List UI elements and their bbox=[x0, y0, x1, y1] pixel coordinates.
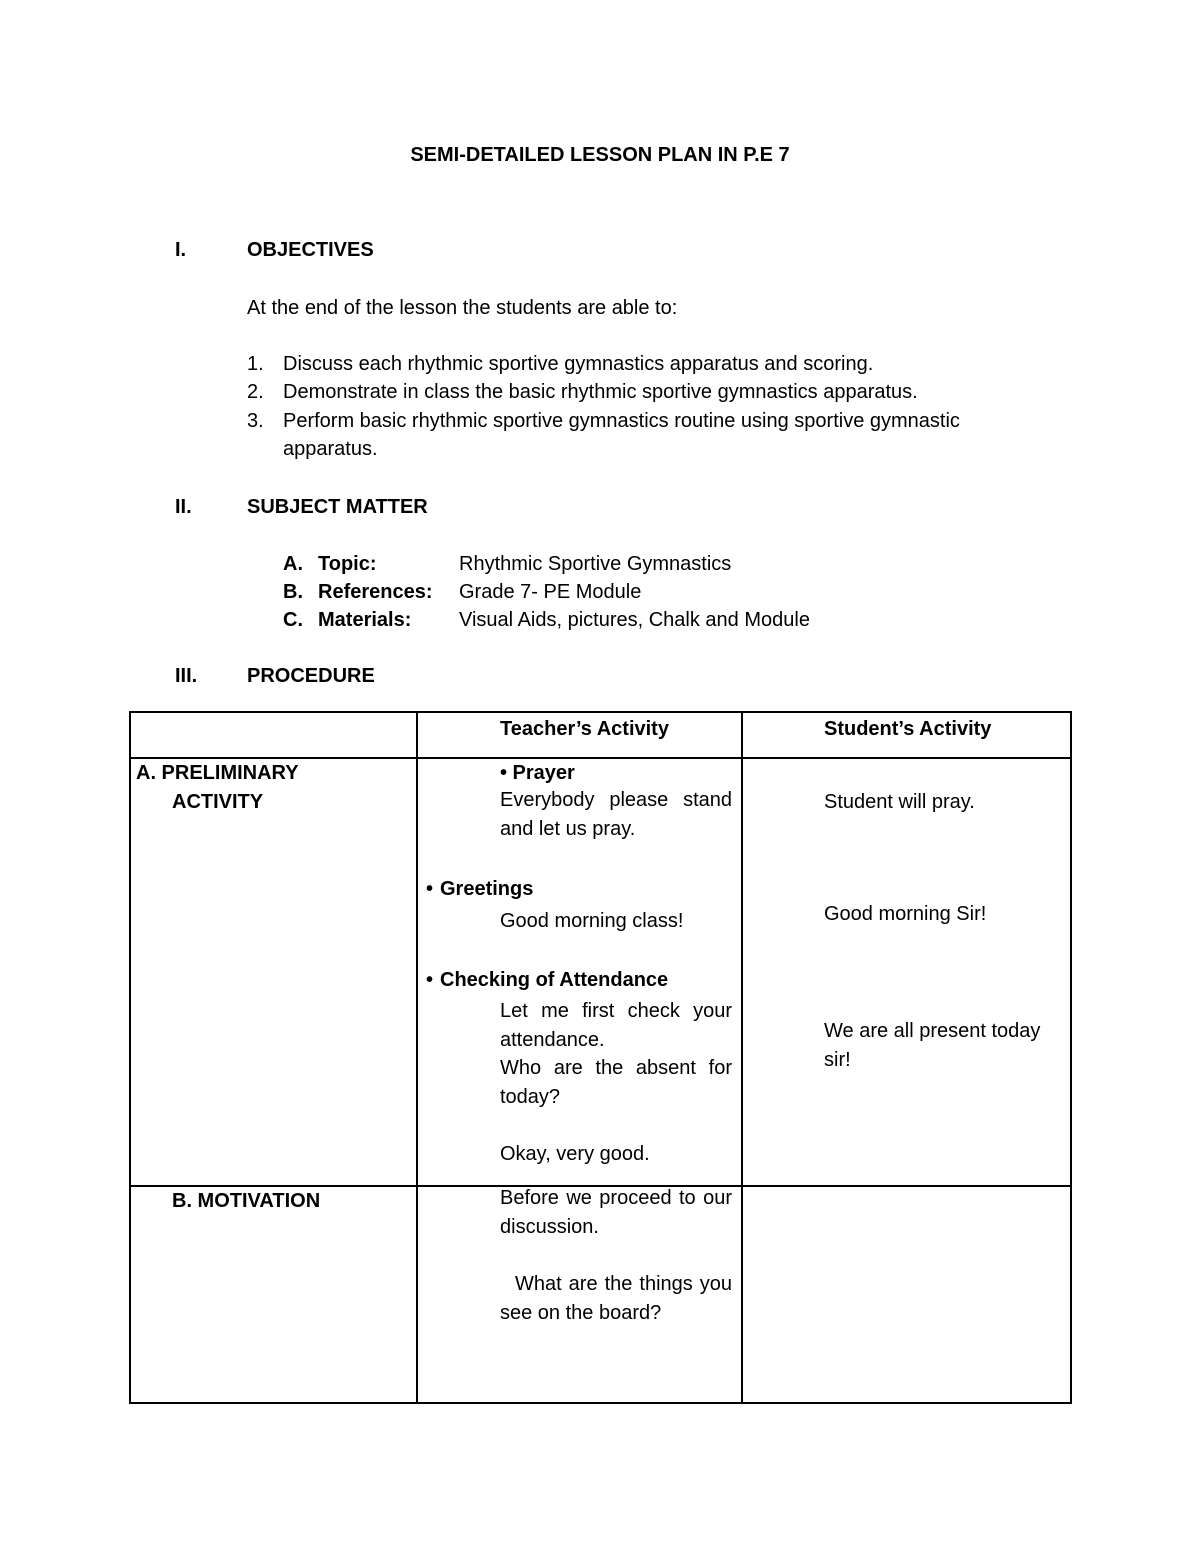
bullet-icon: • bbox=[426, 969, 434, 991]
attendance-text: Let me first check your attendance. bbox=[500, 1000, 732, 1051]
student-activity-header: Student’s Activity bbox=[824, 718, 992, 740]
prayer-heading: • Prayer bbox=[500, 762, 575, 784]
student-prayer: Student will pray. bbox=[824, 791, 975, 813]
objectives-heading: OBJECTIVES bbox=[247, 239, 374, 261]
attendance-heading: Checking of Attendance bbox=[440, 969, 669, 991]
objective-item: Demonstrate in class the basic rhythmic sportive gymnastics apparatus. bbox=[283, 381, 918, 403]
table-row bbox=[130, 1186, 1071, 1403]
header-cell-teacher bbox=[417, 712, 742, 758]
subject-value-materials: Visual Aids, pictures, Chalk and Module bbox=[459, 609, 810, 631]
objective-number: 2. bbox=[247, 381, 264, 403]
objective-item-continuation: apparatus. bbox=[283, 438, 378, 460]
prayer-text: Everybody please stand and let us pray. bbox=[500, 789, 732, 840]
preliminary-label-continuation: ACTIVITY bbox=[172, 791, 264, 813]
closing-text: Okay, very good. bbox=[500, 1143, 650, 1165]
table-row bbox=[130, 758, 1071, 1186]
subject-letter: C. bbox=[283, 609, 303, 631]
subject-value-topic: Rhythmic Sportive Gymnastics bbox=[459, 553, 732, 575]
objective-number: 1. bbox=[247, 353, 264, 375]
subject-label-materials: Materials: bbox=[318, 609, 412, 631]
procedure-table bbox=[129, 711, 1072, 1404]
preliminary-label: A. PRELIMINARY bbox=[136, 762, 299, 784]
motivation-text: Before we proceed to our discussion. bbox=[500, 1187, 732, 1238]
header-cell-student bbox=[742, 712, 1071, 758]
greetings-heading: Greetings bbox=[440, 878, 534, 900]
preliminary-student-cell bbox=[742, 758, 1071, 1186]
objective-item: Perform basic rhythmic sportive gymnastics routine using sportive gymnastic bbox=[283, 410, 960, 432]
subject-label-topic: Topic: bbox=[318, 553, 377, 575]
subject-letter: B. bbox=[283, 581, 303, 603]
motivation-question: What are the things you see on the board? bbox=[500, 1273, 732, 1324]
subject-matter-heading: SUBJECT MATTER bbox=[247, 496, 428, 518]
subject-matter-numeral: II. bbox=[175, 496, 192, 518]
motivation-teacher-cell bbox=[417, 1186, 742, 1403]
subject-label-references: References: bbox=[318, 581, 433, 603]
absent-question: Who are the absent for today? bbox=[500, 1057, 732, 1108]
objective-item: Discuss each rhythmic sportive gymnastics apparatus and scoring. bbox=[283, 353, 874, 375]
motivation-label-cell bbox=[130, 1186, 417, 1403]
student-greeting: Good morning Sir! bbox=[824, 903, 987, 925]
header-cell-empty bbox=[130, 712, 417, 758]
subject-letter: A. bbox=[283, 553, 303, 575]
teacher-activity-header: Teacher’s Activity bbox=[500, 718, 669, 740]
objective-number: 3. bbox=[247, 410, 264, 432]
objectives-intro: At the end of the lesson the students are able to: bbox=[247, 297, 678, 319]
procedure-heading: PROCEDURE bbox=[247, 665, 375, 687]
preliminary-label-cell bbox=[130, 758, 417, 1186]
page-title: SEMI-DETAILED LESSON PLAN IN P.E 7 bbox=[410, 144, 790, 166]
motivation-label: B. MOTIVATION bbox=[172, 1190, 321, 1212]
table-header-row bbox=[130, 712, 1071, 758]
student-attendance: We are all present today sir! bbox=[824, 1020, 1041, 1071]
procedure-numeral: III. bbox=[175, 665, 198, 687]
objectives-numeral: I. bbox=[175, 239, 187, 261]
subject-value-references: Grade 7- PE Module bbox=[459, 581, 642, 603]
motivation-student-cell bbox=[742, 1186, 1071, 1403]
greetings-text: Good morning class! bbox=[500, 910, 684, 932]
bullet-icon: • bbox=[426, 878, 434, 900]
preliminary-teacher-cell bbox=[417, 758, 742, 1186]
